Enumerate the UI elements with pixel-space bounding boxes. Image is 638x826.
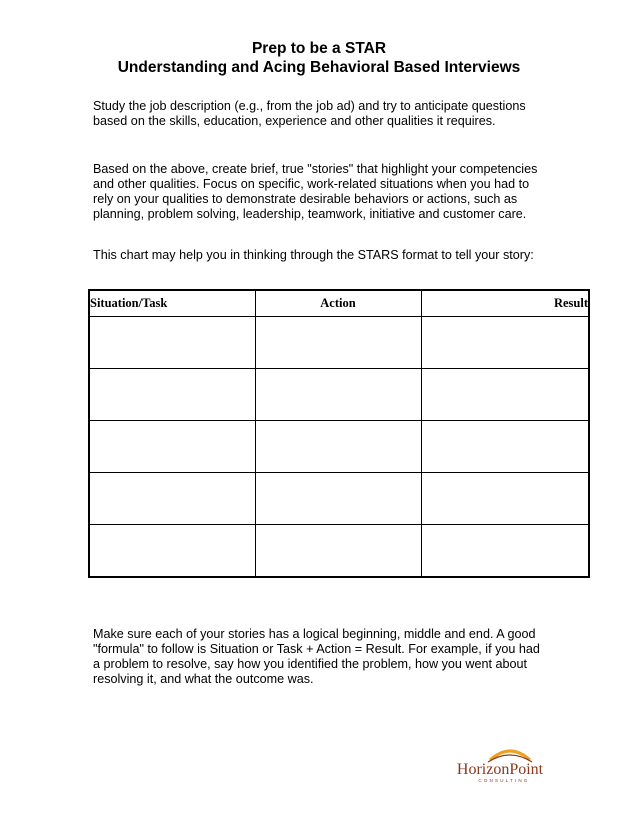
stories-paragraph: Based on the above, create brief, true "stories" that highlight your competencies and other qualities. Focus on specific, work-related situations when you had to rely on your qualities to demonstrate desirable behaviors or actions, such as planning, problem solving, leadership, teamwork, initiative and customer care. <box>93 162 538 221</box>
result-cell <box>421 317 589 369</box>
header-action: Action <box>255 290 421 317</box>
action-cell <box>255 525 421 578</box>
page-subtitle: Understanding and Acing Behavioral Based Interviews <box>117 59 521 76</box>
action-cell <box>255 369 421 421</box>
table-row <box>89 421 589 473</box>
logo-tagline: CONSULTING <box>478 778 530 783</box>
result-cell <box>421 525 589 578</box>
situation-task-cell <box>89 369 255 421</box>
situation-task-cell <box>89 421 255 473</box>
situation-task-cell <box>89 473 255 525</box>
action-cell <box>255 317 421 369</box>
logo-text: HorizonPoint <box>456 761 544 778</box>
closing-paragraph: Make sure each of your stories has a logical beginning, middle and end. A good "formula" to follow is Situation or Task + Action = Result. For example, if you had a problem to resolve, say how you identified the problem, how you went about resolving it, and what the outcome was. <box>93 627 540 686</box>
intro-paragraph: Study the job description (e.g., from the job ad) and try to anticipate questions based on the skills, education, experience and other qualities it requires. <box>93 99 526 128</box>
horizonpoint-logo <box>452 744 548 784</box>
action-cell <box>255 421 421 473</box>
situation-task-cell <box>89 525 255 578</box>
action-cell <box>255 473 421 525</box>
result-cell <box>421 421 589 473</box>
header-situation-task: Situation/Task <box>89 290 255 317</box>
header-result: Result <box>421 290 589 317</box>
result-cell <box>421 473 589 525</box>
star-table <box>88 289 590 578</box>
chart-intro-paragraph: This chart may help you in thinking through the STARS format to tell your story: <box>93 248 534 262</box>
result-cell <box>421 369 589 421</box>
table-row <box>89 369 589 421</box>
table-row <box>89 473 589 525</box>
situation-task-cell <box>89 317 255 369</box>
table-header-row <box>89 290 589 317</box>
table-row <box>89 317 589 369</box>
table-row <box>89 525 589 578</box>
page-title: Prep to be a STAR <box>251 40 387 57</box>
